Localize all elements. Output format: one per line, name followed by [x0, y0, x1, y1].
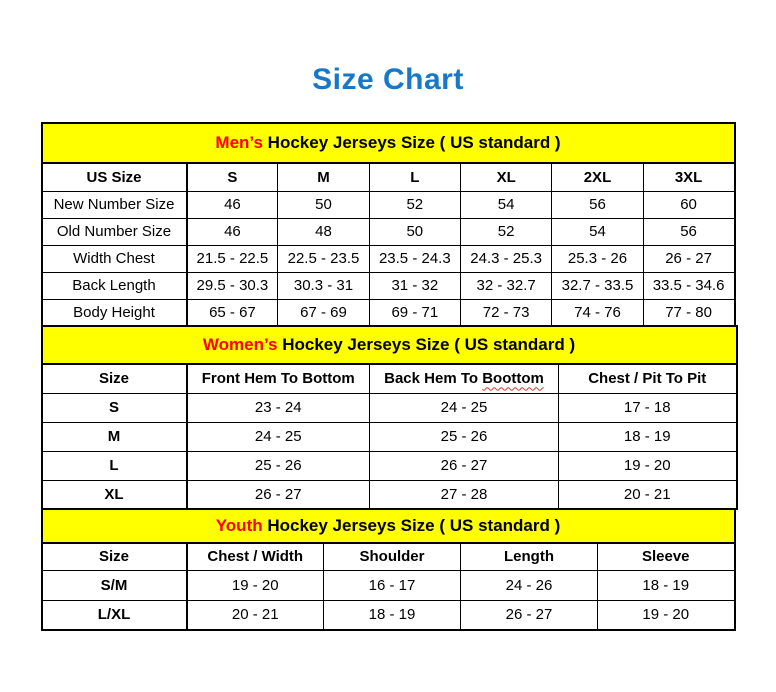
- column-header-cell: [370, 364, 559, 393]
- value-cell: 56: [552, 191, 643, 218]
- value-cell: 24 - 25: [370, 393, 559, 422]
- section-heading-cell: [42, 123, 735, 163]
- column-header-text: Back Hem To: [384, 370, 483, 388]
- table-row: [42, 245, 735, 272]
- section-heading-row: [42, 123, 735, 163]
- row-label-cell: New Number Size: [42, 191, 187, 218]
- column-header-cell: Front Hem To Bottom: [187, 364, 370, 393]
- value-cell: 32.7 - 33.5: [552, 272, 643, 299]
- table-row: [42, 451, 737, 480]
- section-heading-text: Hockey Jerseys Size ( US standard ): [277, 335, 576, 354]
- section-heading-row: [42, 509, 735, 543]
- row-label-cell: Width Chest: [42, 245, 187, 272]
- row-label-cell: Old Number Size: [42, 218, 187, 245]
- table-row: [42, 191, 735, 218]
- value-cell: 19 - 20: [187, 570, 324, 600]
- table-row: [42, 422, 737, 451]
- table-row: [42, 600, 735, 630]
- value-cell: 18 - 19: [324, 600, 461, 630]
- value-cell: 18 - 19: [559, 422, 737, 451]
- section-heading-cell: [42, 509, 735, 543]
- value-cell: 23 - 24: [187, 393, 370, 422]
- table-row: [42, 480, 737, 509]
- section-heading-colored: Women’s: [202, 335, 278, 354]
- value-cell: 24 - 26: [461, 570, 598, 600]
- row-label-cell: Back Length: [42, 272, 187, 299]
- value-cell: 46: [187, 218, 278, 245]
- value-cell: 33.5 - 34.6: [643, 272, 734, 299]
- column-header-row: [42, 163, 735, 191]
- column-header-cell: XL: [460, 163, 551, 191]
- column-header-cell: 3XL: [643, 163, 734, 191]
- value-cell: 31 - 32: [369, 272, 460, 299]
- column-header-cell: Chest / Pit To Pit: [559, 364, 737, 393]
- size-chart: [41, 122, 736, 631]
- value-cell: 72 - 73: [460, 299, 551, 326]
- value-cell: 60: [643, 191, 734, 218]
- value-cell: 46: [187, 191, 278, 218]
- value-cell: 20 - 21: [559, 480, 737, 509]
- value-cell: 52: [460, 218, 551, 245]
- value-cell: 54: [552, 218, 643, 245]
- value-cell: 74 - 76: [552, 299, 643, 326]
- value-cell: 54: [460, 191, 551, 218]
- value-cell: 21.5 - 22.5: [187, 245, 278, 272]
- value-cell: 26 - 27: [461, 600, 598, 630]
- table-womens: [41, 325, 738, 510]
- column-header-cell: Size: [42, 364, 187, 393]
- column-header-cell: L: [369, 163, 460, 191]
- value-cell: 26 - 27: [187, 480, 370, 509]
- table-row: [42, 393, 737, 422]
- column-header-cell: US Size: [42, 163, 187, 191]
- value-cell: 50: [369, 218, 460, 245]
- section-heading-text: Hockey Jerseys Size ( US standard ): [262, 516, 561, 535]
- column-header-cell: Shoulder: [324, 543, 461, 570]
- row-label-cell: M: [42, 422, 187, 451]
- value-cell: 26 - 27: [370, 451, 559, 480]
- value-cell: 52: [369, 191, 460, 218]
- section-heading-colored: Men’s: [215, 133, 263, 152]
- column-header-cell: 2XL: [552, 163, 643, 191]
- value-cell: 17 - 18: [559, 393, 737, 422]
- value-cell: 27 - 28: [370, 480, 559, 509]
- column-header-cell: Size: [42, 543, 187, 570]
- section-heading-cell: [42, 326, 737, 364]
- value-cell: 19 - 20: [598, 600, 735, 630]
- value-cell: 65 - 67: [187, 299, 278, 326]
- value-cell: 16 - 17: [324, 570, 461, 600]
- column-header-cell: Length: [461, 543, 598, 570]
- value-cell: 77 - 80: [643, 299, 734, 326]
- value-cell: 69 - 71: [369, 299, 460, 326]
- section-heading-text: Hockey Jerseys Size ( US standard ): [262, 133, 561, 152]
- value-cell: 26 - 27: [643, 245, 734, 272]
- value-cell: 25.3 - 26: [552, 245, 643, 272]
- table-row: [42, 218, 735, 245]
- column-header-cell: Chest / Width: [187, 543, 324, 570]
- column-header-row: [42, 543, 735, 570]
- value-cell: 29.5 - 30.3: [187, 272, 278, 299]
- row-label-cell: Body Height: [42, 299, 187, 326]
- row-label-cell: L: [42, 451, 187, 480]
- value-cell: 18 - 19: [598, 570, 735, 600]
- row-label-cell: L/XL: [42, 600, 187, 630]
- row-label-cell: S: [42, 393, 187, 422]
- table-row: [42, 570, 735, 600]
- value-cell: 25 - 26: [187, 451, 370, 480]
- value-cell: 23.5 - 24.3: [369, 245, 460, 272]
- value-cell: 24 - 25: [187, 422, 370, 451]
- value-cell: 20 - 21: [187, 600, 324, 630]
- column-header-cell: M: [278, 163, 369, 191]
- value-cell: 32 - 32.7: [460, 272, 551, 299]
- misspelled-word: Boottom: [482, 370, 544, 388]
- value-cell: 50: [278, 191, 369, 218]
- value-cell: 22.5 - 23.5: [278, 245, 369, 272]
- column-header-cell: S: [187, 163, 278, 191]
- value-cell: 24.3 - 25.3: [460, 245, 551, 272]
- page-title: Size Chart: [312, 63, 464, 96]
- column-header-row: [42, 364, 737, 393]
- section-heading-colored: Youth: [215, 516, 263, 535]
- table-row: [42, 272, 735, 299]
- table-row: [42, 299, 735, 326]
- value-cell: 25 - 26: [370, 422, 559, 451]
- table-youth: [41, 508, 736, 631]
- section-heading-row: [42, 326, 737, 364]
- value-cell: 48: [278, 218, 369, 245]
- column-header-cell: Sleeve: [598, 543, 735, 570]
- table-mens: [41, 122, 736, 327]
- row-label-cell: S/M: [42, 570, 187, 600]
- row-label-cell: XL: [42, 480, 187, 509]
- value-cell: 30.3 - 31: [278, 272, 369, 299]
- value-cell: 19 - 20: [559, 451, 737, 480]
- value-cell: 56: [643, 218, 734, 245]
- value-cell: 67 - 69: [278, 299, 369, 326]
